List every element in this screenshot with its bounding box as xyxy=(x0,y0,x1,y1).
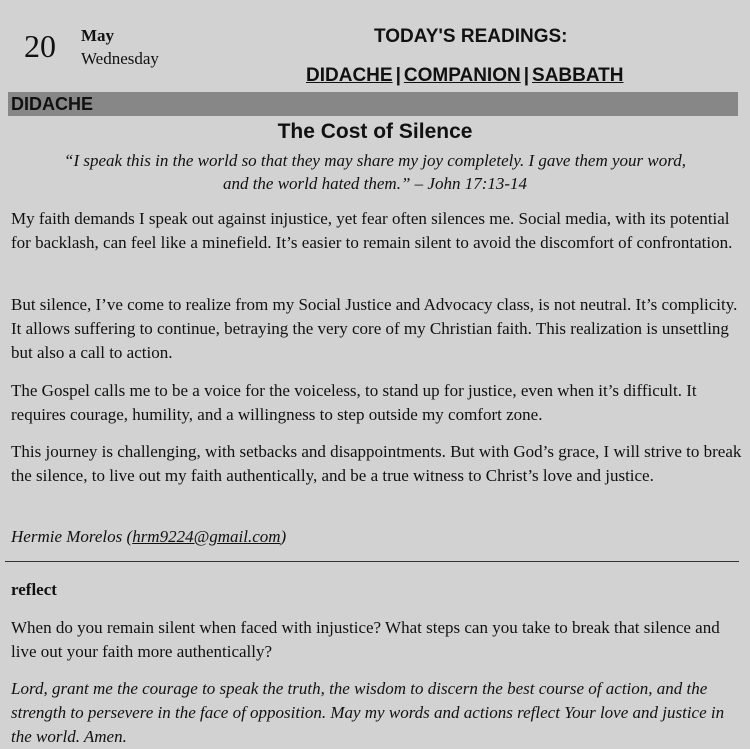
epigraph-line: “I speak this in the world so that they may share my joy completely. I gave them your word, xyxy=(64,151,686,170)
section-bar: DIDACHE xyxy=(8,92,738,116)
article-paragraph-4: This journey is challenging, with setbacks and disappointments. But with God’s grace, I will strive to break the silence, to live out my faith authentically, and be a true witness to Christ’s love and justice. xyxy=(11,442,742,485)
article-paragraph-1: My faith demands I speak out against injustice, yet fear often silences me. Social media, with its potential for backlash, can feel like a minefield. It’s easier to remain silent to avoid the discomfort of confrontation. xyxy=(11,209,733,252)
date-month: May xyxy=(81,26,115,45)
link-separator: | xyxy=(523,65,530,86)
prayer-text: Lord, grant me the courage to speak the truth, the wisdom to discern the best course of action, and the strength to persevere in the face of opposition. May my words and actions reflect Your love and justice in the world. Amen. xyxy=(11,679,725,746)
epigraph-line: and the world hated them.” – John 17:13-14 xyxy=(222,174,528,193)
link-separator: | xyxy=(395,65,401,86)
article-paragraph-2: But silence, I’ve come to realize from my Social Justice and Advocacy class, is not neutral. It’s complicity. It allows suffering to continue, betraying the very core of my Christian faith. This realization is unsettling but also a call to action. xyxy=(11,295,738,362)
reflect-question: When do you remain silent when faced with injustice? What steps can you take to break that silence and live out your faith more authentically? xyxy=(11,618,720,661)
date-weekday: Wednesday xyxy=(81,49,159,68)
author-close: ) xyxy=(280,527,287,546)
readings-links xyxy=(306,65,624,87)
divider xyxy=(5,561,739,562)
author-line xyxy=(11,525,731,549)
author-name: Hermie Morelos ( xyxy=(11,527,133,546)
link-sabbath[interactable]: SABBATH xyxy=(532,65,624,86)
article-paragraph-3: The Gospel calls me to be a voice for the voiceless, to stand up for justice, even when it’s difficult. It requires courage, humility, and a willingness to step outside my comfort zone. xyxy=(11,381,697,424)
readings-title: TODAY'S READINGS: xyxy=(374,26,568,47)
link-didache[interactable]: DIDACHE xyxy=(306,65,393,86)
link-companion[interactable]: COMPANION xyxy=(403,65,521,86)
date-number: 20 xyxy=(24,28,56,64)
epigraph xyxy=(20,149,730,195)
author-email[interactable]: hrm9224@gmail.com xyxy=(132,527,281,546)
reflect-heading: reflect xyxy=(11,580,57,599)
article-title: The Cost of Silence xyxy=(277,120,473,143)
